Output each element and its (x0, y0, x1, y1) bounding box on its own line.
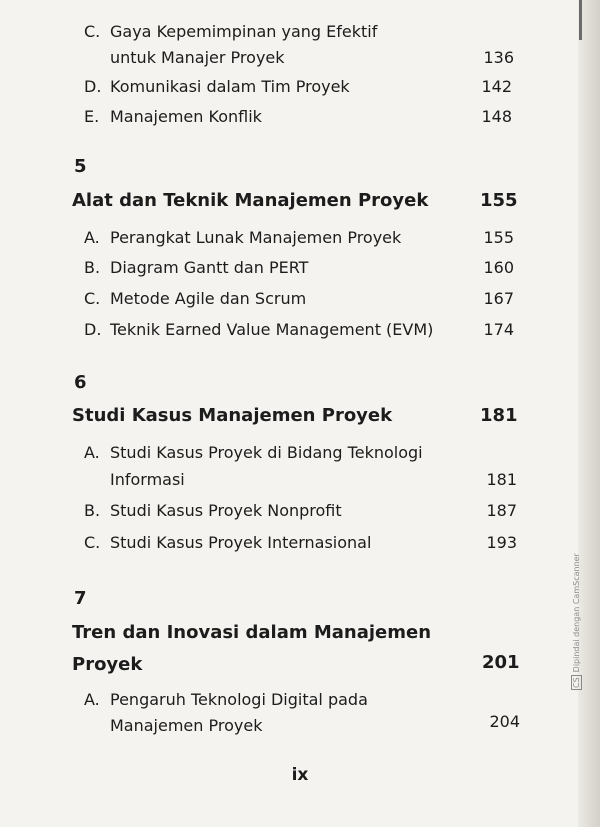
entry-title: Perangkat Lunak Manajemen Proyek (110, 228, 402, 247)
entry-page: 204 (489, 712, 520, 731)
chapter-page: 155 (480, 190, 518, 211)
chapter-title: Alat dan Teknik Manajemen Proyek (72, 190, 429, 211)
entry-letter: A. (84, 228, 100, 247)
entry-letter: E. (84, 107, 100, 126)
entry-title: Manajemen Konflik (110, 107, 262, 126)
entry-letter: C. (84, 22, 101, 41)
entry-page: 148 (481, 107, 512, 126)
entry-page: 142 (481, 77, 512, 96)
entry-letter: B. (84, 258, 101, 277)
entry-title: Manajemen Proyek (110, 716, 263, 735)
chapter-title: Studi Kasus Manajemen Proyek (72, 405, 393, 426)
entry-title: Gaya Kepemimpinan yang Efektif (110, 22, 378, 41)
camscanner-watermark (572, 553, 581, 690)
page-edge-mark (579, 0, 582, 40)
watermark-text: Dipindai dengan CamScanner (572, 553, 581, 673)
entry-page: 181 (486, 470, 517, 489)
entry-title: Studi Kasus Proyek Internasional (110, 533, 372, 552)
entry-title: Komunikasi dalam Tim Proyek (110, 77, 350, 96)
entry-letter: D. (84, 320, 102, 339)
entry-letter: C. (84, 533, 101, 552)
entry-letter: A. (84, 690, 100, 709)
chapter-title-cont: Proyek (72, 654, 143, 675)
camscanner-logo: CS (572, 677, 581, 688)
footer-page-number: ix (291, 765, 309, 785)
chapter-number: 7 (74, 588, 87, 609)
entry-page: 167 (483, 289, 514, 308)
entry-title: Informasi (110, 470, 185, 489)
chapter-page: 201 (482, 652, 520, 673)
entry-page: 193 (486, 533, 517, 552)
entry-letter: A. (84, 443, 100, 462)
chapter-number: 6 (74, 372, 87, 393)
entry-page: 174 (483, 320, 514, 339)
page-edge (578, 0, 600, 827)
entry-letter: B. (84, 501, 101, 520)
entry-title: Studi Kasus Proyek di Bidang Teknologi (110, 443, 423, 462)
entry-letter: D. (84, 77, 102, 96)
entry-title: Teknik Earned Value Management (EVM) (110, 320, 434, 339)
chapter-number: 5 (74, 156, 87, 177)
entry-title: Pengaruh Teknologi Digital pada (110, 690, 368, 709)
entry-page: 136 (483, 48, 514, 67)
entry-page: 160 (483, 258, 514, 277)
entry-title: Studi Kasus Proyek Nonprofit (110, 501, 342, 520)
entry-letter: C. (84, 289, 101, 308)
entry-page: 187 (486, 501, 517, 520)
entry-page: 155 (483, 228, 514, 247)
entry-title: Metode Agile dan Scrum (110, 289, 307, 308)
entry-title: Diagram Gantt dan PERT (110, 258, 309, 277)
chapter-page: 181 (480, 405, 518, 426)
entry-title: untuk Manajer Proyek (110, 48, 285, 67)
chapter-title: Tren dan Inovasi dalam Manajemen (72, 622, 432, 643)
